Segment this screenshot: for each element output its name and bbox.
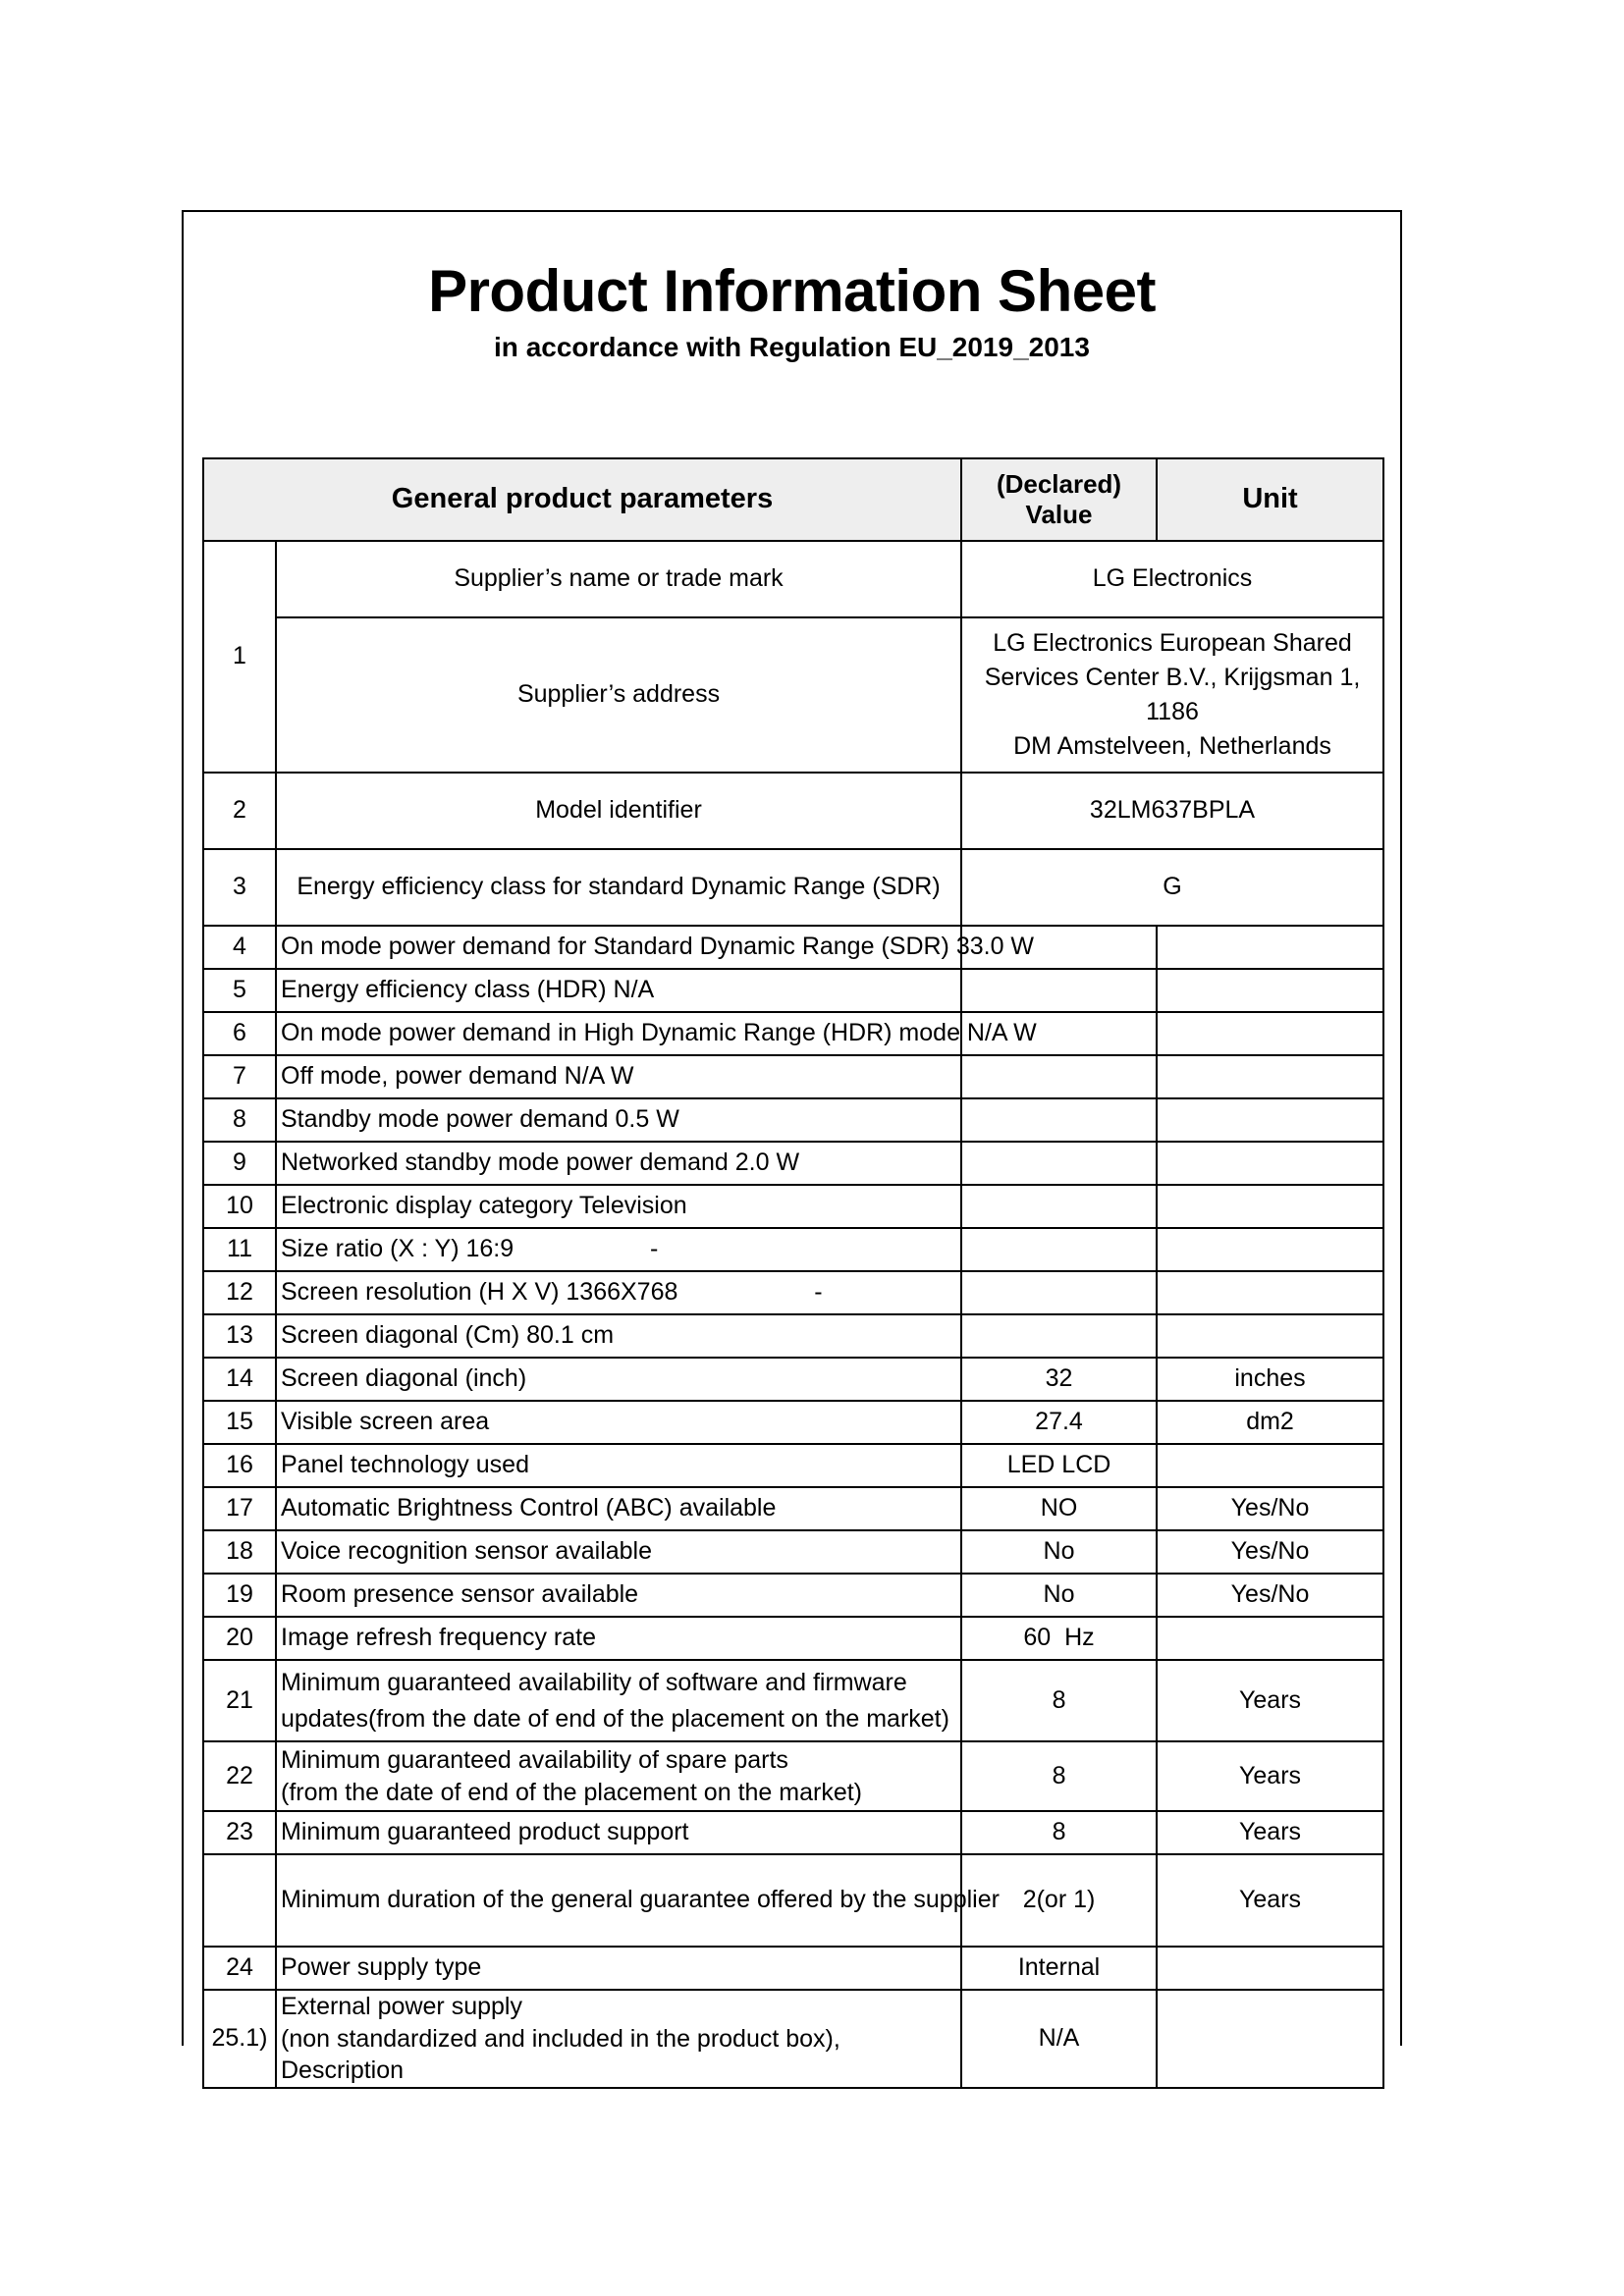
table-row [203,1271,1383,1314]
table-row [203,1098,1383,1142]
page-subtitle: in accordance with Regulation EU_2019_2013 [494,332,1090,362]
row-description: Energy efficiency class (HDR) N/A [276,969,961,1012]
row-number: 20 [203,1617,276,1660]
table-row [203,617,1383,773]
row-unit [1157,1314,1383,1358]
table-row [203,1314,1383,1358]
table-row [203,1142,1383,1185]
row-unit: Years [1157,1854,1383,1947]
row-description: On mode power demand for Standard Dynamic Range (SDR) 33.0 W [276,926,961,969]
row-description: Power supply type [276,1947,961,1990]
row-number: 22 [203,1741,276,1811]
row-description: Room presence sensor available [276,1574,961,1617]
row-number: 23 [203,1811,276,1854]
row-value: No [961,1574,1157,1617]
row-value [961,1228,1157,1271]
table-row [203,541,1383,617]
row-number: 12 [203,1271,276,1314]
row-description: Minimum duration of the general guarantee offered by the supplier [276,1854,961,1947]
row-number: 11 [203,1228,276,1271]
row-description: Electronic display category Television [276,1185,961,1228]
address-line-3: DM Amstelveen, Netherlands [1013,732,1331,760]
row-number: 9 [203,1142,276,1185]
row-value: LED LCD [961,1444,1157,1487]
row-unit [1157,1271,1383,1314]
row-description: Panel technology used [276,1444,961,1487]
table-row [203,1012,1383,1055]
table-row [203,1947,1383,1990]
table-row [203,1617,1383,1660]
row-value: 8 [961,1741,1157,1811]
row-value: No [961,1530,1157,1574]
row-value [961,617,1383,773]
row-unit: Yes/No [1157,1574,1383,1617]
row-description [276,1660,961,1741]
row-description: Screen diagonal (Cm) 80.1 cm [276,1314,961,1358]
table-row [203,926,1383,969]
row-value [961,969,1157,1012]
row-value: 60 Hz [961,1617,1157,1660]
row-number: 2 [203,773,276,849]
row-value: 32LM637BPLA [961,773,1383,849]
row-number: 14 [203,1358,276,1401]
row-value [961,1055,1157,1098]
table-row [203,1444,1383,1487]
row-unit [1157,1228,1383,1271]
row-number: 8 [203,1098,276,1142]
table-row [203,1055,1383,1098]
row-number [203,1854,276,1947]
table-row [203,1358,1383,1401]
row-description: Size ratio (X : Y) 16:9 - [276,1228,961,1271]
row-unit: dm2 [1157,1401,1383,1444]
row-unit [1157,926,1383,969]
row-value: 27.4 [961,1401,1157,1444]
row-description: Image refresh frequency rate [276,1617,961,1660]
page-title: Product Information Sheet [428,258,1156,324]
row-value [961,1098,1157,1142]
row-description-line-1: External power supply [281,1993,522,2020]
table-row [203,1811,1383,1854]
row-number: 1 [203,541,276,773]
row-number: 4 [203,926,276,969]
row-description: Networked standby mode power demand 2.0 W [276,1142,961,1185]
row-unit: inches [1157,1358,1383,1401]
product-parameters-table [202,457,1384,2089]
table-row [203,1854,1383,1947]
row-unit [1157,969,1383,1012]
row-number: 17 [203,1487,276,1530]
row-value: LG Electronics [961,541,1383,617]
row-value: Internal [961,1947,1157,1990]
table-row [203,1185,1383,1228]
row-unit [1157,1012,1383,1055]
row-unit: Years [1157,1741,1383,1811]
row-number: 21 [203,1660,276,1741]
row-unit [1157,1098,1383,1142]
header-declared-value [961,458,1157,541]
row-value [961,1271,1157,1314]
row-value: 8 [961,1660,1157,1741]
row-value: G [961,849,1383,926]
row-description: Automatic Brightness Control (ABC) available [276,1487,961,1530]
row-value: N/A [961,1990,1157,2088]
row-description: On mode power demand in High Dynamic Range (HDR) mode N/A W [276,1012,961,1055]
table-header-row [203,458,1383,541]
row-value: 2(or 1) [961,1854,1157,1947]
table-row [203,1660,1383,1741]
row-number: 19 [203,1574,276,1617]
row-description: Screen resolution (H X V) 1366X768 - [276,1271,961,1314]
header-declared-label: (Declared) [996,468,1122,499]
row-description [276,1741,961,1811]
row-number: 18 [203,1530,276,1574]
table-row [203,1228,1383,1271]
row-unit: Years [1157,1660,1383,1741]
row-description: Off mode, power demand N/A W [276,1055,961,1098]
row-unit [1157,1185,1383,1228]
row-description [276,1990,961,2088]
row-value [961,1314,1157,1358]
row-number: 16 [203,1444,276,1487]
row-unit [1157,1444,1383,1487]
table-row [203,773,1383,849]
row-description-line-2: (from the date of end of the placement on the market) [281,1778,862,1806]
row-unit: Yes/No [1157,1487,1383,1530]
table-row [203,849,1383,926]
header-general-product-parameters: General product parameters [203,458,961,541]
row-description: Model identifier [276,773,961,849]
row-description: Screen diagonal (inch) [276,1358,961,1401]
row-unit: Years [1157,1811,1383,1854]
row-unit [1157,1617,1383,1660]
row-description: Supplier’s address [276,617,961,773]
row-number: 25.1) [203,1990,276,2088]
row-number: 7 [203,1055,276,1098]
header-unit: Unit [1157,458,1383,541]
row-description-line-1: Minimum guaranteed availability of software and firmware [281,1669,907,1697]
row-description: Supplier’s name or trade mark [276,541,961,617]
row-description-line-2: updates(from the date of end of the placement on the market) [281,1704,949,1733]
row-description: Standby mode power demand 0.5 W [276,1098,961,1142]
row-unit [1157,1142,1383,1185]
row-value: 8 [961,1811,1157,1854]
row-description: Visible screen area [276,1401,961,1444]
row-unit [1157,1990,1383,2088]
row-description: Minimum guaranteed product support [276,1811,961,1854]
address-line-1: LG Electronics European Shared [993,629,1352,657]
row-description-line-2: (non standardized and included in the product box), Description [281,2024,840,2084]
row-description: Energy efficiency class for standard Dynamic Range (SDR) [276,849,961,926]
table-row [203,1487,1383,1530]
row-number: 24 [203,1947,276,1990]
address-line-2: Services Center B.V., Krijgsman 1, 1186 [984,664,1361,725]
row-number: 3 [203,849,276,926]
row-number: 6 [203,1012,276,1055]
row-unit: Yes/No [1157,1530,1383,1574]
header-value-label: Value [1025,500,1093,529]
table-row [203,1530,1383,1574]
row-number: 13 [203,1314,276,1358]
table-row [203,1990,1383,2088]
row-unit [1157,1055,1383,1098]
row-description-line-1: Minimum guaranteed availability of spare parts [281,1746,788,1774]
row-unit [1157,1947,1383,1990]
row-value [961,1142,1157,1185]
row-value: NO [961,1487,1157,1530]
table-row [203,1401,1383,1444]
row-number: 10 [203,1185,276,1228]
row-number: 15 [203,1401,276,1444]
row-number: 5 [203,969,276,1012]
table-row [203,1574,1383,1617]
table-row [203,969,1383,1012]
row-value [961,1185,1157,1228]
table-row [203,1741,1383,1811]
row-description: Voice recognition sensor available [276,1530,961,1574]
row-value: 32 [961,1358,1157,1401]
